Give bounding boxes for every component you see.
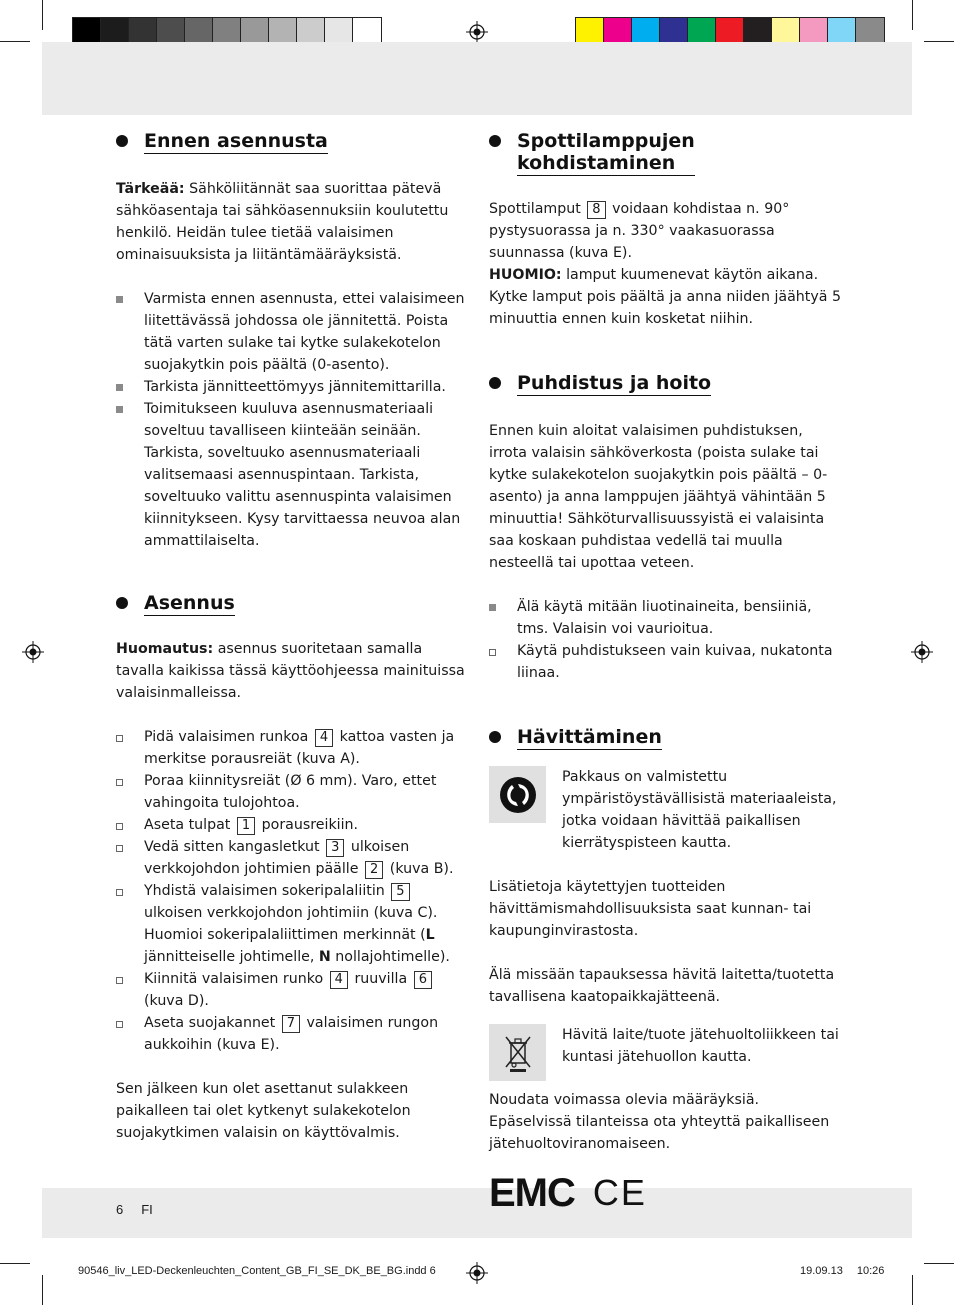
left-column bbox=[116, 130, 468, 1144]
packaging-row bbox=[489, 766, 841, 854]
checkbox-bullet-icon bbox=[116, 1021, 123, 1028]
header-band bbox=[42, 42, 912, 115]
important-text: Sähköliitännät saa suorittaa pätevä sähköasentaja tai sähköasennuksiin koulutettu henkilö. Heidän tulee tietää valaisimen ominaisuuksista ja liitäntämääräyksistä. bbox=[116, 181, 449, 263]
list-item: Aseta tulpat 1 porausreikiin. bbox=[116, 814, 468, 836]
green-dot-recycling-icon bbox=[489, 766, 546, 823]
note-paragraph bbox=[116, 638, 468, 704]
section-heading-spotti bbox=[489, 130, 841, 176]
square-bullet-icon bbox=[116, 296, 123, 303]
registration-mark-icon bbox=[466, 21, 488, 43]
part-number: 3 bbox=[326, 839, 344, 857]
heading-text: Ennen asennusta bbox=[144, 130, 328, 152]
heading-text: Hävittäminen bbox=[517, 726, 662, 748]
puhdistus-paragraph: Ennen kuin aloitat valaisimen puhdistuksen, irrota valaisin sähköverkosta (poista sulake tai kytke sulakekotelon suojakytkin pois päältä – 0-asento) ja anna lamppujen jäähtyä vähintään 5 minuuttia! Sähköturvallisuussyistä ei valaisinta saa koskaan puhdistaa vedellä tai muulla nesteellä tai upottaa veteen. bbox=[489, 423, 828, 571]
checkbox-bullet-icon bbox=[116, 823, 123, 830]
registration-mark-icon bbox=[22, 641, 44, 663]
bullet-dot-icon bbox=[116, 135, 128, 147]
list-item: Aseta suojakannet 7 valaisimen rungon aukkoihin (kuva E). bbox=[116, 1012, 468, 1056]
spotti-paragraph: Spottilamput 8 voidaan kohdistaa n. 90° pystysuorassa ja n. 330° vaakasuorassa suunnassa (kuva E). HUOMIO: lamput kuumenevat käytön aikana. Kytke lamput pois päältä ja anna niiden jäähtyä 5 minuuttia ennen kuin kosketat niihin. bbox=[489, 201, 841, 327]
part-number: 8 bbox=[587, 201, 605, 219]
list-item: Varmista ennen asennusta, ettei valaisimeen liitettävässä johdossa ole jännitettä. Poista tätä varten sulake tai kytke sulakekotelon suojakytkin pois päältä (0-asento). bbox=[116, 288, 468, 376]
page-number: 6 FI bbox=[116, 1202, 153, 1217]
registration-mark-icon bbox=[911, 641, 933, 663]
list-item: Toimitukseen kuuluva asennusmateriaali soveltuu tavalliseen kiinteään seinään. Tarkista, soveltuuko asennusmateriaali valitsemaasi asennuspintaan. Tarkista, soveltuuko valittu asennuspinta valaisimen kiinnitykseen. Kysy tarvittaessa neuvoa alan ammattilaiselta. bbox=[116, 398, 468, 552]
never-dispose-text: Älä missään tapauksessa hävitä laitetta/tuotetta tavallisena kaatopaikkajätteenä. bbox=[489, 967, 835, 1005]
part-number: 5 bbox=[391, 883, 409, 901]
list-item: Pidä valaisimen runkoa 4 kattoa vasten ja merkitse porausreiät (kuva A). bbox=[116, 726, 468, 770]
part-number: 2 bbox=[365, 861, 383, 879]
bullet-dot-icon bbox=[116, 597, 128, 609]
checkbox-bullet-icon bbox=[116, 845, 123, 852]
square-bullet-icon bbox=[489, 604, 496, 611]
note-text: asennus suoritetaan samalla tavalla kaikissa tässä käyttöohjeessa mainituissa valaisinmalleissa. bbox=[116, 641, 465, 701]
certification-marks bbox=[489, 1173, 841, 1213]
section-heading-ennen bbox=[116, 130, 468, 154]
right-column bbox=[489, 130, 841, 1213]
square-bullet-icon bbox=[116, 384, 123, 391]
ce-mark: CE bbox=[592, 1172, 647, 1213]
more-info-text: Lisätietoja käytettyjen tuotteiden hävittämismahdollisuuksista saat kunnan- tai kaupunginvirastosta. bbox=[489, 879, 812, 939]
print-date: 19.09.13 10:26 bbox=[800, 1265, 885, 1277]
puhdistus-list bbox=[489, 596, 841, 684]
heading-text: Asennus bbox=[144, 592, 235, 614]
file-info: 90546_liv_LED-Deckenleuchten_Content_GB_FI_SE_DK_BE_BG.indd 6 bbox=[78, 1265, 436, 1277]
crossed-bin-icon bbox=[489, 1024, 546, 1081]
packaging-text: Pakkaus on valmistettu ympäristöystävällisistä materiaaleista, jotka voidaan hävittää paikallisen kierrätyspisteen kautta. bbox=[562, 769, 837, 851]
checkbox-bullet-icon bbox=[489, 649, 496, 656]
checkbox-bullet-icon bbox=[116, 779, 123, 786]
heading-text: Puhdistus ja hoito bbox=[517, 372, 712, 394]
ennen-bullet-list bbox=[116, 288, 468, 552]
asennus-step-list bbox=[116, 726, 468, 1056]
checkbox-bullet-icon bbox=[116, 977, 123, 984]
section-heading-asennus bbox=[116, 592, 468, 616]
heading-text: Spottilamppujen kohdistaminen bbox=[517, 130, 695, 174]
warning-label: HUOMIO: bbox=[489, 267, 562, 283]
list-item: Älä käytä mitään liuotinaineita, bensiiniä, tms. Valaisin voi vaurioitua. bbox=[489, 596, 841, 640]
part-number: 4 bbox=[315, 729, 333, 747]
list-item: Käytä puhdistukseen vain kuivaa, nukatonta liinaa. bbox=[489, 640, 841, 684]
part-number: 7 bbox=[282, 1015, 300, 1033]
registration-mark-icon bbox=[466, 1262, 488, 1284]
part-number: 6 bbox=[414, 971, 432, 989]
bullet-dot-icon bbox=[489, 377, 501, 389]
bullet-dot-icon bbox=[489, 135, 501, 147]
list-item: Kiinnitä valaisimen runko 4 ruuvilla 6 (kuva D). bbox=[116, 968, 468, 1012]
part-number: 4 bbox=[330, 971, 348, 989]
important-label: Tärkeää: bbox=[116, 181, 185, 197]
checkbox-bullet-icon bbox=[116, 735, 123, 742]
emc-mark: EMC bbox=[489, 1171, 575, 1215]
important-paragraph bbox=[116, 178, 468, 266]
checkbox-bullet-icon bbox=[116, 889, 123, 896]
part-number: 1 bbox=[237, 817, 255, 835]
list-item: Tarkista jännitteettömyys jännitemittarilla. bbox=[116, 376, 468, 398]
final-paragraph: Sen jälkeen kun olet asettanut sulakkeen paikalleen tai olet kytkenyt sulakekotelon suojakytkimen valaisin on käyttövalmis. bbox=[116, 1081, 411, 1141]
list-item: Poraa kiinnitysreiät (Ø 6 mm). Varo, ettet vahingoita tulojohtoa. bbox=[116, 770, 468, 814]
list-item: Vedä sitten kangasletkut 3 ulkoisen verkkojohdon johtimien päälle 2 (kuva B). bbox=[116, 836, 468, 880]
section-heading-havittaminen bbox=[489, 726, 841, 750]
bullet-dot-icon bbox=[489, 731, 501, 743]
weee-text: Hävitä laite/tuote jätehuoltoliikkeen tai kuntasi jätehuollon kautta. bbox=[562, 1027, 839, 1065]
weee-row bbox=[489, 1024, 841, 1081]
square-bullet-icon bbox=[116, 406, 123, 413]
list-item: Yhdistä valaisimen sokeripalaliitin 5 ulkoisen verkkojohdon johtimiin (kuva C). Huomioi sokeripalaliittimen merkinnät (L jännitteiselle johtimelle, N nollajohtimelle). bbox=[116, 880, 468, 968]
language-code: FI bbox=[141, 1202, 153, 1217]
regulations-text: Noudata voimassa olevia määräyksiä. Epäselvissä tilanteissa ota yhteyttä paikalliseen jätehuoltoviranomaiseen. bbox=[489, 1092, 830, 1152]
note-label: Huomautus: bbox=[116, 641, 214, 657]
section-heading-puhdistus bbox=[489, 372, 841, 396]
